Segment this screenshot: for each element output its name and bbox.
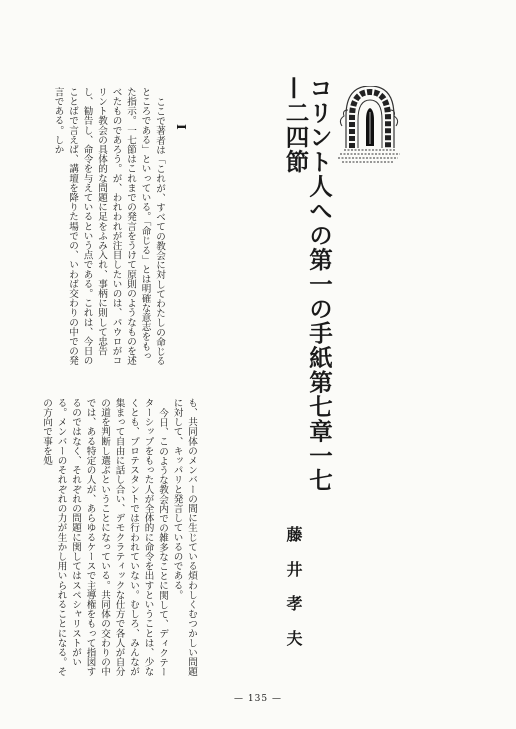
author-char: 井 xyxy=(284,560,303,577)
paragraph: 今日、このような教会内での雑多なことに関して、ディクテーターシップをもった人が全体的に命令を出すということは、少なくとも、プロテスタントでは行われていない。むしろ、みんなが集まって自由に話し合い、デモクラティックな仕方で各人が自分の道を判断し選ぶということになっている。共同体の交わりの中では、ある特定の人が、あらゆるケースで主導権をもって指図するのではなく、それぞれの問題に関してはスペシャリストがいる。メンバーのそれぞれの力が生かし用いられることになる。その方向で事を処 xyxy=(41,398,168,677)
page-number: — 135 — xyxy=(234,694,282,704)
church-doorway-illustration xyxy=(338,86,402,168)
section-number: I xyxy=(174,124,188,130)
page-title: コリント人への第一の手紙第七章一七—二四節 xyxy=(281,76,333,493)
author-name xyxy=(285,526,301,646)
author-char: 夫 xyxy=(284,629,303,646)
paragraph: ここで著者は「これが、すべての教会に対してわたしの命じるところである」といっている。「命じる」とは明確な意志をもった指示。一七節はこれまでの発言をうけて原則のようなものを述べたものであろう。が、われわれが注目したいのは、パウロがコリント教会の具体的な問題に足をふみ入れ、事柄に則して忠告し、勧告し、命令を与えているという点である。これは、今日のことばで言えば、講壇を降りた場での、いわば交わりの中での発言である。しか xyxy=(52,87,165,366)
lower-text-column xyxy=(41,398,198,685)
author-char: 孝 xyxy=(284,595,303,612)
author-char: 藤 xyxy=(284,526,303,542)
paragraph: も、共同体のメンバーの間に生じている煩わしくむつかしい問題に対して、キッパリと発言しているのである。 xyxy=(171,398,197,677)
upper-text-column xyxy=(52,87,166,370)
